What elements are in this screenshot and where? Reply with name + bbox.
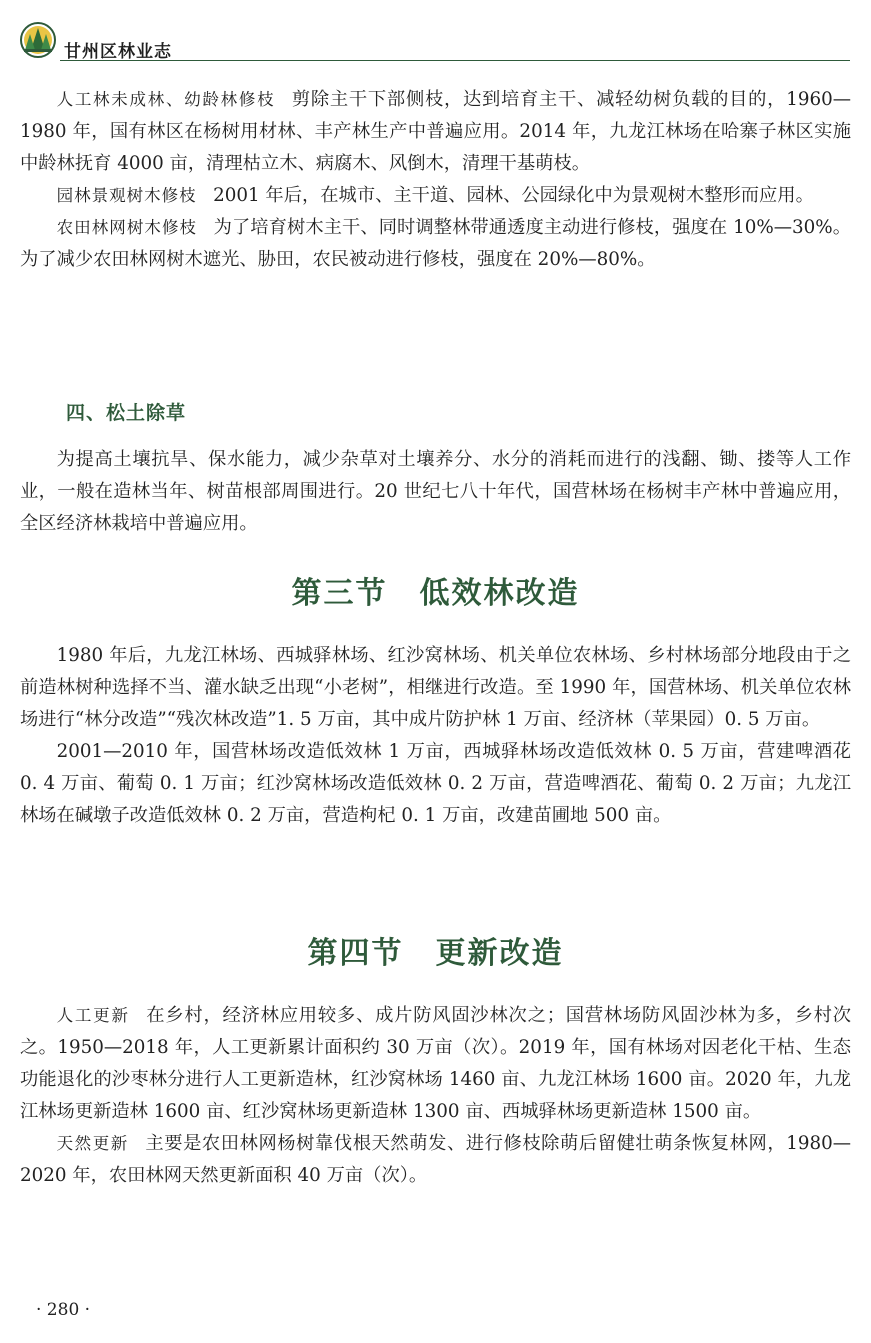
section3-body [20, 640, 851, 832]
section-title: 第四节 更新改造 [307, 936, 564, 971]
paragraph-text: 为了培育树木主干、同时调整林带通透度主动进行修枝，强度在 10%—30%。为了减少农田林网树木遮光、胁田，农民被动进行修枝，强度在 20%—80%。 [20, 217, 852, 270]
section-title: 第三节 低效林改造 [291, 576, 580, 611]
paragraph-lead: 人工更新 [56, 1006, 130, 1025]
paragraph-lead: 农田林网树木修枝 [56, 218, 198, 237]
paragraph: 为提高土壤抗旱、保水能力，减少杂草对土壤养分、水分的消耗而进行的浅翻、锄、搂等人工作业，一般在造林当年、树苗根部周围进行。20 世纪七八十年代，国营林场在杨树丰产林中普遍应用，全区经济林栽培中普遍应用。 [20, 449, 851, 534]
paragraph: 1980 年后，九龙江林场、西城驿林场、红沙窝林场、机关单位农林场、乡村林场部分地段由于之前造林树种选择不当、灌水缺乏出现“小老树”，相继进行改造。至 1990 年，国营林场、机关单位农林场进行“林分改造”“残次林改造”1. 5 万亩，其中成片防护林 1 万亩、经济林（苹果园）0. 5 万亩。 [20, 645, 851, 730]
subsection-heading: 四、松土除草 [66, 402, 187, 424]
paragraph-text: 在乡村，经济林应用较多、成片防风固沙林次之；国营林场防风固沙林为多，乡村次之。1950—2018 年，人工更新累计面积约 30 万亩（次）。2019 年，国有林场对因老化干枯、生态功能退化的沙枣林分进行人工更新造林，红沙窝林场 1460 亩、九龙江林场 1600 亩。2020 年，九龙江林场更新造林 1600 亩、红沙窝林场更新造林 1300 亩、西城驿林场更新造林 1500 亩。 [20, 1005, 852, 1122]
pruning-block [20, 84, 851, 276]
paragraph-text: 2001 年后，在城市、主干道、园林、公园绿化中为景观树木整形而应用。 [213, 185, 814, 206]
book-title: 甘州区林业志 [64, 42, 172, 62]
paragraph [20, 180, 851, 212]
paragraph: 2001—2010 年，国营林场改造低效林 1 万亩，西城驿林场改造低效林 0. 5 万亩，营建啤酒花 0. 4 万亩、葡萄 0. 1 万亩；红沙窝林场改造低效林 0. 2 万亩，营造啤酒花、葡萄 0. 2 万亩；九龙江林场在碱墩子改造低效林 0. 2 万亩，营造枸杞 0. 1 万亩，改建苗圃地 500 亩。 [20, 741, 851, 826]
paragraph-text: 主要是农田林网杨树靠伐根天然萌发、进行修枝除萌后留健壮萌条恢复林网，1980—2020 年，农田林网天然更新面积 40 万亩（次）。 [20, 1133, 852, 1186]
header-divider [60, 60, 850, 61]
section4-body [20, 1000, 851, 1192]
page-number: · 280 · [36, 1300, 91, 1320]
paragraph-lead: 园林景观树木修枝 [56, 186, 197, 205]
forest-logo-icon [20, 22, 56, 58]
paragraph-text: 剪除主干下部侧枝，达到培育主干、减轻幼树负载的目的，1960—1980 年，国有林区在杨树用材林、丰产林生产中普遍应用。2014 年，九龙江林场在哈寨子林区实施中龄林抚育 4000 亩，清理枯立木、病腐木、风倒木，清理干基萌枝。 [20, 89, 852, 174]
paragraph [20, 84, 851, 180]
paragraph-lead: 人工林未成林、幼龄林修枝 [56, 90, 276, 109]
paragraph-lead: 天然更新 [56, 1134, 129, 1153]
loosening-block [20, 444, 851, 540]
paragraph [20, 1000, 851, 1128]
page-header [20, 22, 850, 62]
paragraph [20, 1128, 851, 1192]
paragraph [20, 212, 851, 276]
